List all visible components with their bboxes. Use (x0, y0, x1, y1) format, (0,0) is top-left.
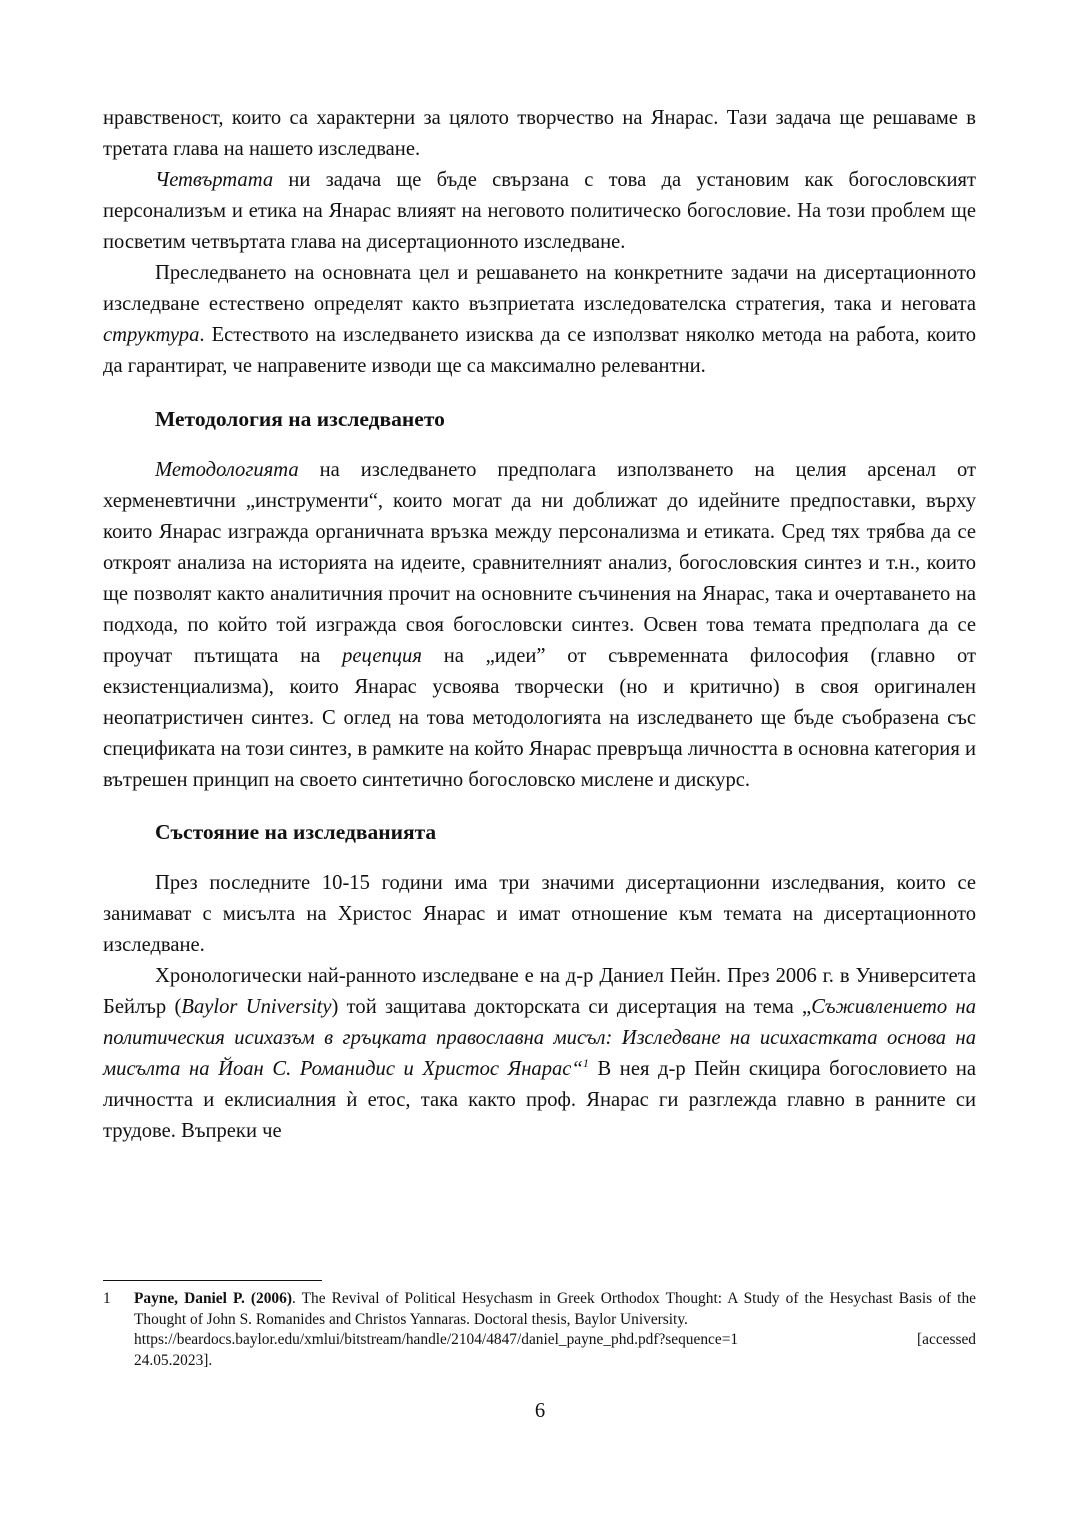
paragraph-1: нравственост, които са характерни за цялото творчество на Янарас. Тази задача ще решаваме в третата глава на нашето изследване. (103, 107, 976, 160)
paragraph-3-text-b: . Естеството на изследването изисква да се използват няколко метода на работа, които да гарантират, че направените изводи ще са максимално релевантни. (103, 324, 976, 377)
paragraph-2-text: ни задача ще бъде свързана с това да установим как богословският персонализъм и етика на Янарас влияят на неговото политическо богословие. На този проблем ще посветим четвъртата глава на дисертационното изследване. (103, 169, 976, 253)
emphasis-reception: рецепция (342, 645, 422, 667)
heading-state-of-research: Състояние на изследванията (155, 820, 437, 844)
footnote-url[interactable]: https://beardocs.baylor.edu/xmlui/bitstream/handle/2104/4847/daniel_payne_phd.pdf?sequence=1 (134, 1331, 739, 1348)
footnote-reference[interactable]: 1 (582, 1056, 589, 1070)
footnote (103, 1289, 976, 1371)
page-number: 6 (534, 1400, 546, 1422)
emphasis-dissertation-title: Съживлението на политическия исихазъм в гръцката православна мисъл: Изследване на исихастката основа на мисълта на Йоан С. Романидис и Христос Янарас“ (103, 996, 976, 1080)
paragraph-3 (103, 258, 976, 382)
paragraph-3-text-a: Преследването на основната цел и решаването на конкретните задачи на дисертационното изследване естествено определят както възприетата изследователска стратегия, така и неговата (103, 262, 976, 315)
emphasis-methodology: Методологията (155, 459, 299, 481)
emphasis-fourth: Четвъртата (155, 169, 274, 191)
footnote-text: . The Revival of Political Hesychasm in Greek Orthodox Thought: A Study of the Hesychast Basis of the Thought of John S. Romanides and Christos Yannaras. Doctoral thesis, Baylor University. (134, 1290, 976, 1328)
page-body (103, 103, 976, 1147)
footnote-body (134, 1289, 976, 1371)
footnote-url-line (134, 1330, 976, 1351)
emphasis-structure: структура (103, 324, 200, 346)
methodology-text-a: на изследването предполага използването на целия арсенал от херменевтични „инструменти“, които могат да ни доближат до идейните предпоставки, върху които Янарас изгражда органичната връзка между персонализма и етиката. Сред тях трябва да се откроят анализа на историята на идеите, сравнителният анализ, богословския синтез и т.н., които ще позволят както аналитичния прочит на основните съчинения на Янарас, така и очертаването на подхода, по който той изгражда своя богословски синтез. Освен това темата предполага да се проучат пътищата на (103, 459, 976, 667)
state-2-text-a: Хронологически най-ранното изследване е на д-р Даниел Пейн. През 2006 г. в Университета Бейлър ( (103, 965, 976, 1018)
paragraph-methodology (103, 455, 976, 796)
footnote-accessed-date: 24.05.2023]. (134, 1351, 213, 1369)
emphasis-baylor: Baylor University (181, 996, 332, 1018)
footnote-author: Payne, Daniel P. (2006) (134, 1290, 292, 1307)
state-2-text-c: В нея д-р Пейн скицира богословието на личността и еклисиалния ѝ етос, така както проф. Янарас ги разглежда главно в ранните си трудове. Въпреки че (103, 1058, 976, 1142)
paragraph-state-1: През последните 10-15 години има три значими дисертационни изследвания, които се занимават с мисълта на Христос Янарас и имат отношение към темата на дисертационното изследване. (103, 872, 976, 956)
methodology-text-b: на „идеи” от съвременната философия (главно от екзистенциализма), които Янарас усвоява творчески (но и критично) в своя оригинален неопатристичен синтез. С оглед на това методологията на изследването ще бъде съобразена със спецификата на този синтез, в рамките на който Янарас превръща личността в основна категория и вътрешен принцип на своето синтетично богословско мислене и дискурс. (103, 645, 976, 791)
footnote-accessed-label: [accessed (917, 1331, 976, 1348)
footnote-number: 1 (103, 1290, 111, 1307)
heading-methodology: Методология на изследването (155, 407, 445, 431)
footnote-separator (103, 1280, 322, 1281)
paragraph-state-2 (103, 961, 976, 1147)
paragraph-2 (103, 165, 976, 258)
state-2-text-b: ) той защитава докторската си дисертация на тема „ (331, 996, 812, 1018)
